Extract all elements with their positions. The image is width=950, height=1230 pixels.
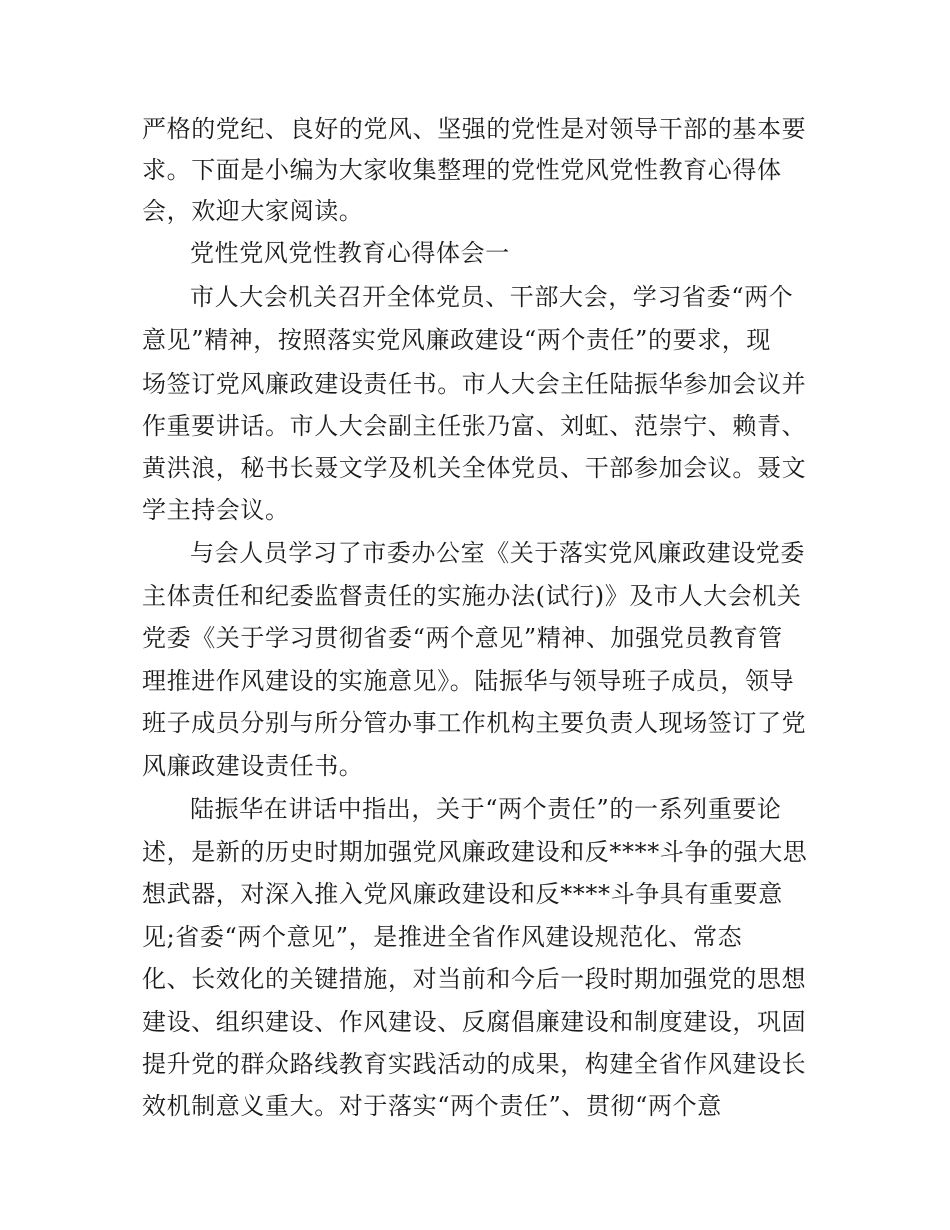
text-line: 建设、组织建设、作风建设、反腐倡廉建设和制度建设，巩固 [142,1008,807,1036]
text-line: 市人大会机关召开全体党员、干部大会，学习省委“两个 [190,283,794,311]
text-line: 想武器，对深入推入党风廉政建设和反****斗争具有重要意 [142,880,783,908]
text-line: 理推进作风建设的实施意见》。陆振华与领导班子成员，领导 [142,667,795,695]
text-line: 化、长效化的关键措施，对当前和今后一段时期加强党的思想 [142,965,807,993]
text-line: 风廉政建设责任书。 [142,752,364,780]
text-line: 求。下面是小编为大家收集整理的党性党风党性教育心得体 [142,156,782,184]
text-line: 黄洪浪，秘书长聂文学及机关全体党员、干部参加会议。聂文 [142,454,807,482]
text-line: 与会人员学习了市委办公室《关于落实党风廉政建设党委 [190,539,805,567]
text-line: 效机制意义重大。对于落实“两个责任”、贯彻“两个意 [142,1092,722,1120]
text-line: 意见”精神，按照落实党风廉政建设“两个责任”的要求，现 [142,326,772,354]
text-line: 党委《关于学习贯彻省委“两个意见”精神、加强党员教育管 [142,624,783,652]
text-line: 述，是新的历史时期加强党风廉政建设和反****斗争的强大思 [142,838,808,866]
text-line: 班子成员分别与所分管办事工作机构主要负责人现场签订了党 [142,709,807,737]
text-line: 场签订党风廉政建设责任书。市人大会主任陆振华参加会议并 [142,370,807,398]
text-line: 见;省委“两个意见”，是推进全省作风建设规范化、常态 [142,923,743,951]
text-line: 作重要讲话。市人大会副主任张乃富、刘虹、范崇宁、赖青、 [142,412,807,440]
text-line: 严格的党纪、良好的党风、坚强的党性是对领导干部的基本要 [142,115,807,143]
text-line: 学主持会议。 [142,496,290,524]
text-line: 主体责任和纪委监督责任的实施办法(试行)》及市人大会机关 [142,582,802,610]
section-heading: 党性党风党性教育心得体会一 [190,239,510,267]
text-line: 陆振华在讲话中指出，关于“两个责任”的一系列重要论 [190,795,782,823]
text-line: 提升党的群众路线教育实践活动的成果，构建全省作风建设长 [142,1050,807,1078]
text-line: 会，欢迎大家阅读。 [142,197,364,225]
